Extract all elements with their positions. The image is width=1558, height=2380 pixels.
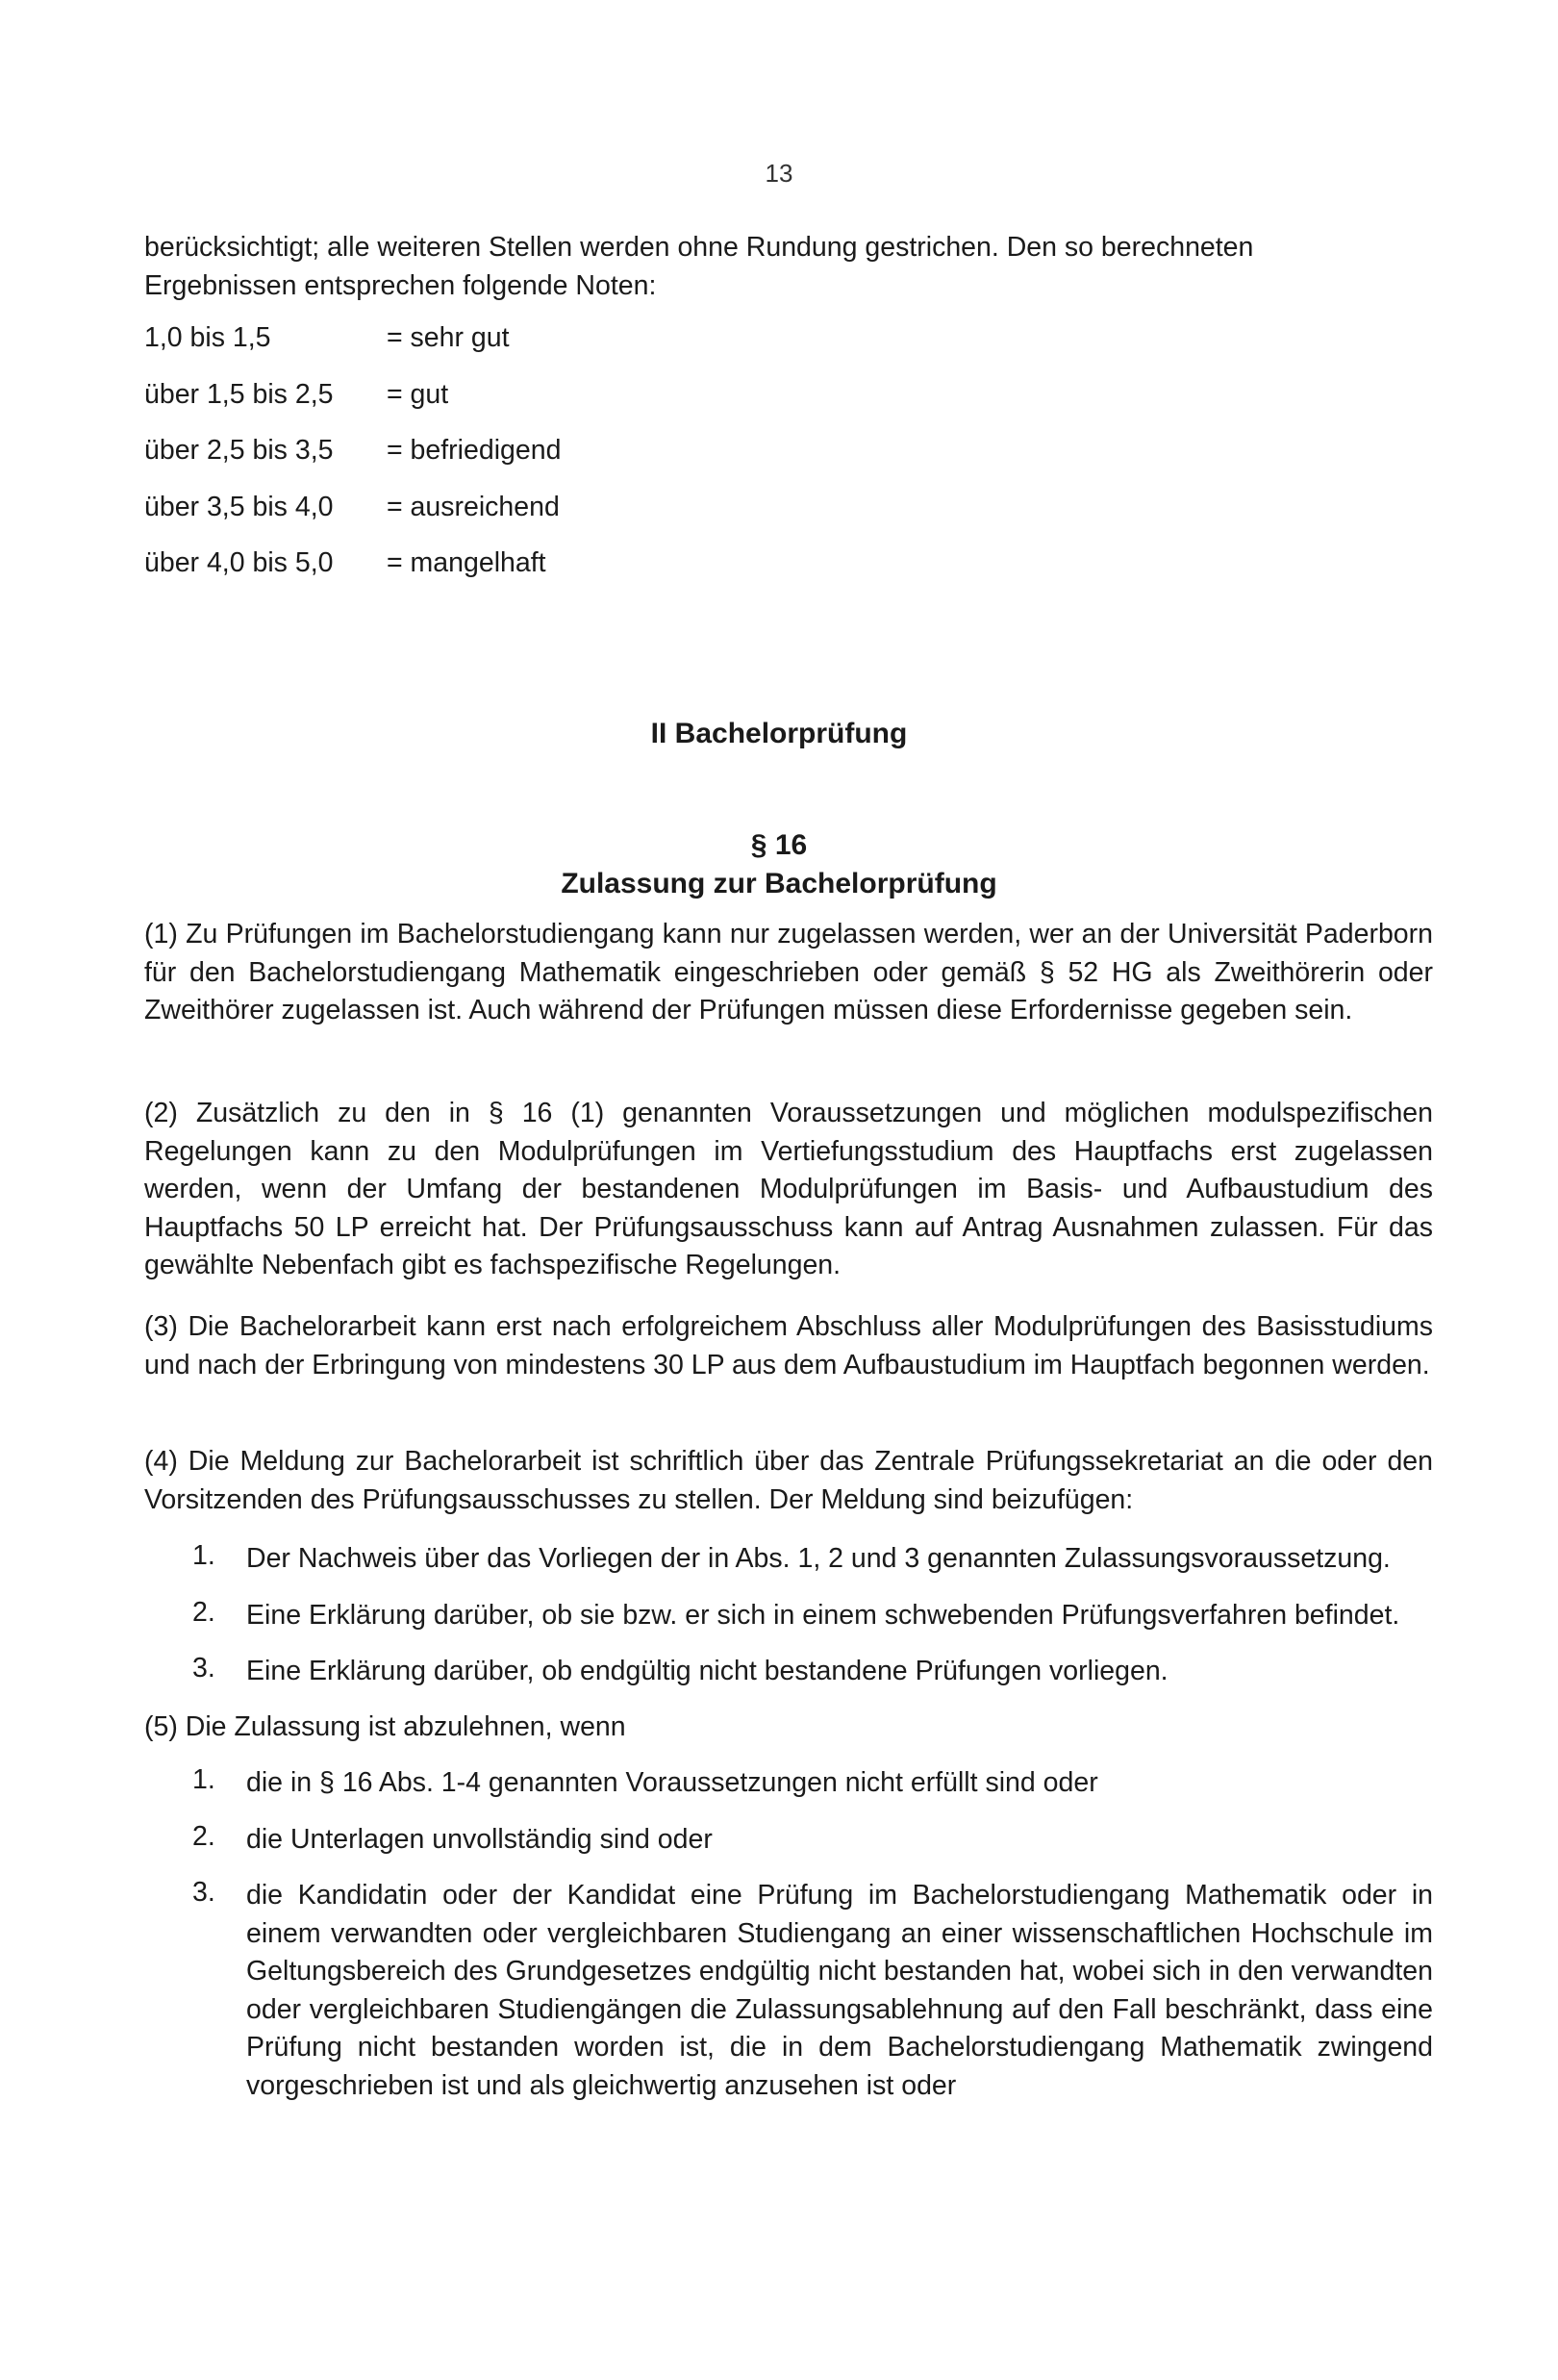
grade-label: = ausreichend [387, 491, 560, 522]
section-title: Zulassung zur Bachelorprüfung [561, 868, 997, 899]
grade-range: 1,0 bis 1,5 [144, 322, 271, 353]
grade-row [144, 322, 561, 379]
list-item-number: 3. [192, 1653, 215, 1684]
list-item-number: 1. [192, 1540, 215, 1571]
list-item-text: Der Nachweis über das Vorliegen der in Abs. 1, 2 und 3 genannten Zulassungsvoraussetzung. [246, 1543, 1391, 1574]
list-item-number: 1. [192, 1764, 215, 1795]
list-item [192, 1877, 1433, 2105]
grade-range: über 2,5 bis 3,5 [144, 435, 334, 466]
grade-label: = sehr gut [387, 322, 510, 353]
page-number: 13 [765, 159, 793, 188]
list-item [192, 1653, 1433, 1691]
list-item-text: die in § 16 Abs. 1-4 genannten Voraussetzungen nicht erfüllt sind oder [246, 1767, 1098, 1798]
rejection-list [192, 1764, 1433, 2105]
section-number: § 16 [750, 829, 808, 861]
paragraph-3: (3) Die Bachelorarbeit kann erst nach erfolgreichem Abschluss aller Modulprüfungen des Basisstudiums und nach der Erbringung von mindestens 30 LP aus dem Aufbaustudium im Hauptfach begonnen werden. [144, 1311, 1433, 1380]
paragraph-1: (1) Zu Prüfungen im Bachelorstudiengang kann nur zugelassen werden, wer an der Universität Paderborn für den Bachelorstudiengang Mathematik eingeschrieben oder gemäß § 52 HG als Zweithörerin oder Zweithörer zugelassen ist. Auch während der Prüfungen müssen diese Erfordernisse gegeben sein. [144, 919, 1433, 1025]
paragraph-5: (5) Die Zulassung ist abzulehnen, wenn [144, 1711, 626, 1742]
requirements-list [192, 1540, 1433, 1691]
list-item [192, 1540, 1433, 1597]
grade-range: über 1,5 bis 2,5 [144, 378, 334, 410]
list-item-text: die Kandidatin oder der Kandidat eine Prüfung im Bachelorstudiengang Mathematik oder in einem verwandten oder vergleichbaren Studiengang an einer wissenschaftlichen Hochschule im Geltungsbereich des Grundgesetzes endgültig nicht bestanden hat, wobei sich in den verwandten oder vergleichbaren Studiengängen die Zulassungsablehnung auf den Fall beschränkt, dass eine Prüfung nicht bestanden worden ist, die in dem Bachelorstudiengang Mathematik zwingend vorgeschrieben ist und als gleichwertig anzusehen ist oder [246, 1880, 1433, 2101]
list-item [192, 1764, 1433, 1821]
grade-range: über 4,0 bis 5,0 [144, 547, 334, 578]
grade-label: = gut [387, 378, 449, 410]
list-item [192, 1821, 1433, 1878]
grade-label: = mangelhaft [387, 547, 546, 578]
paragraph-2: (2) Zusätzlich zu den in § 16 (1) genannten Voraussetzungen und möglichen modulspezifischen Regelungen kann zu den Modulprüfungen im Vertiefungsstudium des Hauptfachs erst zugelassen werden, wenn der Umfang der bestandenen Modulprüfungen im Basis- und Aufbaustudium des Hauptfachs 50 LP erreicht hat. Der Prüfungsausschuss kann auf Antrag Ausnahmen zulassen. Für das gewählte Nebenfach gibt es fachspezifische Regelungen. [144, 1098, 1433, 1280]
list-item-text: die Unterlagen unvollständig sind oder [246, 1823, 713, 1855]
intro-line-2: Ergebnissen entsprechen folgende Noten: [144, 270, 657, 301]
list-item [192, 1597, 1433, 1654]
list-item-text: Eine Erklärung darüber, ob endgültig nicht bestandene Prüfungen vorliegen. [246, 1656, 1168, 1686]
paragraph-4: (4) Die Meldung zur Bachelorarbeit ist schriftlich über das Zentrale Prüfungssekretariat an die oder den Vorsitzenden des Prüfungsausschusses zu stellen. Der Meldung sind beizufügen: [144, 1446, 1433, 1515]
list-item-number: 2. [192, 1596, 215, 1628]
grade-label: = befriedigend [387, 435, 562, 466]
chapter-title: II Bachelorprüfung [650, 718, 908, 749]
grade-row [144, 435, 561, 492]
grade-row [144, 547, 561, 604]
grade-table [144, 322, 561, 604]
grade-range: über 3,5 bis 4,0 [144, 491, 334, 522]
grade-row [144, 492, 561, 548]
list-item-text: Eine Erklärung darüber, ob sie bzw. er sich in einem schwebenden Prüfungsverfahren befindet. [246, 1599, 1400, 1631]
intro-line-1: berücksichtigt; alle weiteren Stellen werden ohne Rundung gestrichen. Den so berechneten [144, 232, 1254, 263]
grade-row [144, 379, 561, 436]
list-item-number: 3. [192, 1877, 215, 1908]
list-item-number: 2. [192, 1820, 215, 1852]
